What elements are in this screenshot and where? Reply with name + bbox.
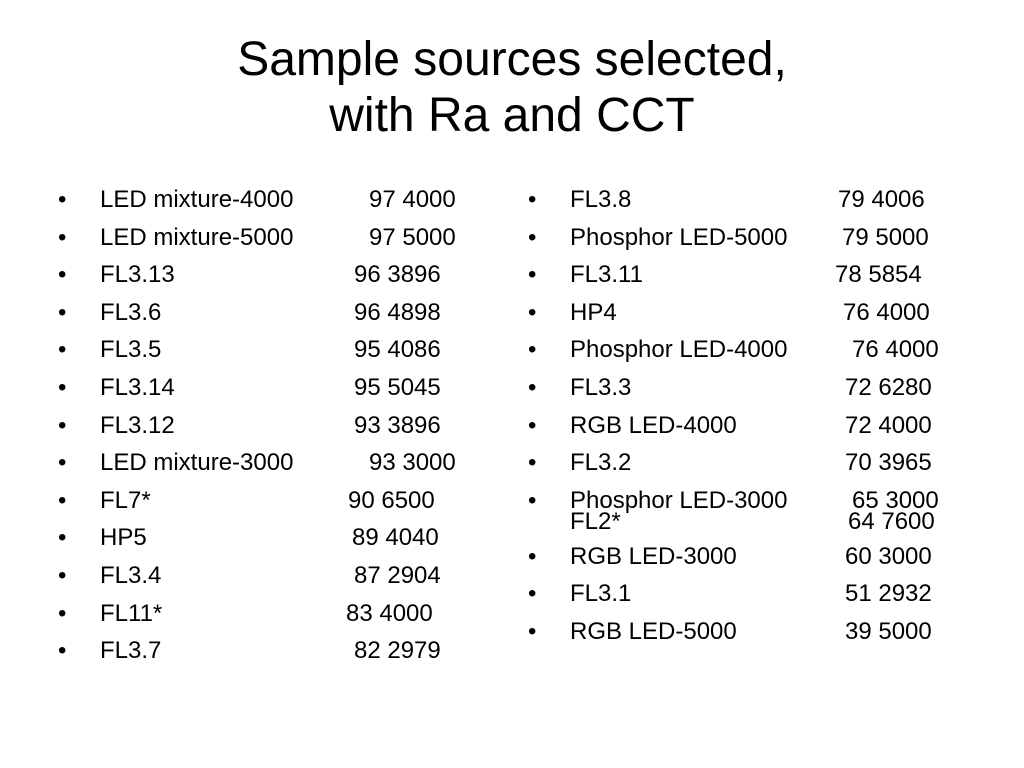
list-item (58, 444, 478, 482)
bullet-icon: • (528, 617, 537, 645)
ra-cct-values: 76 4000 (843, 298, 930, 326)
source-name-secondary: FL2* (570, 507, 621, 535)
ra-cct-values: 78 5854 (835, 261, 922, 289)
source-name: Phosphor LED-3000 (570, 486, 788, 514)
bullet-icon: • (528, 186, 537, 213)
ra-cct-values: 79 5000 (842, 223, 929, 251)
ra-cct-values: 93 3896 (354, 411, 441, 439)
source-name: HP4 (570, 298, 617, 326)
source-name: Phosphor LED-5000 (570, 223, 788, 251)
bullet-icon: • (528, 261, 537, 289)
list-item (58, 482, 478, 520)
ra-cct-values-secondary: 64 7600 (848, 507, 935, 535)
ra-cct-values: 90 6500 (348, 486, 435, 514)
ra-cct-values: 39 5000 (845, 617, 932, 645)
source-name: FL3.1 (570, 580, 632, 608)
bullet-icon: • (528, 486, 537, 514)
source-name: Phosphor LED-4000 (570, 336, 788, 364)
ra-cct-values: 79 4006 (838, 186, 925, 213)
ra-cct-values: 95 4086 (354, 336, 441, 364)
source-name: FL3.5 (100, 336, 162, 364)
list-item (528, 181, 988, 219)
source-name: FL3.3 (570, 373, 632, 401)
bullet-icon: • (58, 449, 67, 477)
source-name: FL3.7 (100, 637, 162, 665)
ra-cct-values: 87 2904 (354, 561, 441, 589)
source-name: RGB LED-3000 (570, 542, 737, 570)
list-item (528, 256, 988, 294)
source-name: FL3.12 (100, 411, 175, 439)
bullet-icon: • (528, 336, 537, 364)
list-item (58, 557, 478, 595)
source-name: FL11* (100, 599, 163, 627)
list-item (528, 369, 988, 407)
source-name: FL3.13 (100, 261, 175, 289)
list-item (528, 613, 988, 651)
list-item (528, 219, 988, 257)
ra-cct-values: 97 5000 (369, 223, 456, 251)
list-item (58, 369, 478, 407)
source-name: RGB LED-5000 (570, 617, 737, 645)
ra-cct-values: 95 5045 (354, 373, 441, 401)
list-item (528, 575, 988, 613)
bullet-icon: • (528, 223, 537, 251)
bullet-icon: • (58, 486, 67, 514)
list-item (58, 407, 478, 445)
source-name: RGB LED-4000 (570, 411, 737, 439)
bullet-icon: • (58, 524, 67, 552)
bullet-icon: • (528, 411, 537, 439)
ra-cct-values: 89 4040 (352, 524, 439, 552)
left-source-list (58, 181, 478, 670)
ra-cct-values: 76 4000 (852, 336, 939, 364)
list-item (528, 538, 988, 576)
list-item (58, 595, 478, 633)
bullet-icon: • (528, 298, 537, 326)
list-item (528, 407, 988, 445)
bullet-icon: • (58, 411, 67, 439)
ra-cct-values: 51 2932 (845, 580, 932, 608)
source-name: FL3.4 (100, 561, 162, 589)
source-name: HP5 (100, 524, 147, 552)
ra-cct-values: 82 2979 (354, 637, 441, 665)
bullet-icon: • (58, 223, 67, 251)
ra-cct-values: 60 3000 (845, 542, 932, 570)
title-line-1: Sample sources selected, (237, 33, 787, 86)
source-name: FL3.8 (570, 186, 632, 213)
list-item (58, 519, 478, 557)
right-source-list (528, 181, 988, 651)
slide-title (0, 32, 1024, 144)
list-item (58, 294, 478, 332)
ra-cct-values: 72 4000 (845, 411, 932, 439)
bullet-icon: • (58, 599, 67, 627)
bullet-icon: • (528, 542, 537, 570)
bullet-icon: • (528, 373, 537, 401)
source-name: FL7* (100, 486, 151, 514)
bullet-icon: • (528, 580, 537, 608)
list-item (58, 181, 478, 219)
bullet-icon: • (58, 261, 67, 289)
ra-cct-values: 96 4898 (354, 298, 441, 326)
ra-cct-values: 70 3965 (845, 449, 932, 477)
source-name: FL3.11 (570, 261, 643, 289)
bullet-icon: • (58, 298, 67, 326)
ra-cct-values: 65 3000 (852, 486, 939, 514)
bullet-icon: • (58, 561, 67, 589)
bullet-icon: • (58, 637, 67, 665)
bullet-icon: • (58, 186, 67, 213)
source-name: FL3.2 (570, 449, 632, 477)
bullet-icon: • (528, 449, 537, 477)
list-item (528, 331, 988, 369)
ra-cct-values: 83 4000 (346, 599, 433, 627)
list-item (58, 331, 478, 369)
source-name: FL3.14 (100, 373, 175, 401)
bullet-icon: • (58, 373, 67, 401)
list-item (58, 256, 478, 294)
ra-cct-values: 93 3000 (369, 449, 456, 477)
source-name: LED mixture-3000 (100, 449, 294, 477)
ra-cct-values: 96 3896 (354, 261, 441, 289)
list-item (58, 219, 478, 257)
source-name: FL3.6 (100, 298, 162, 326)
list-item (528, 294, 988, 332)
title-line-2: with Ra and CCT (329, 89, 695, 142)
list-item (528, 482, 988, 538)
ra-cct-values: 97 4000 (369, 186, 456, 213)
ra-cct-values: 72 6280 (845, 373, 932, 401)
source-name: LED mixture-5000 (100, 223, 294, 251)
source-name: LED mixture-4000 (100, 186, 294, 213)
list-item (528, 444, 988, 482)
bullet-icon: • (58, 336, 67, 364)
list-item (58, 632, 478, 670)
